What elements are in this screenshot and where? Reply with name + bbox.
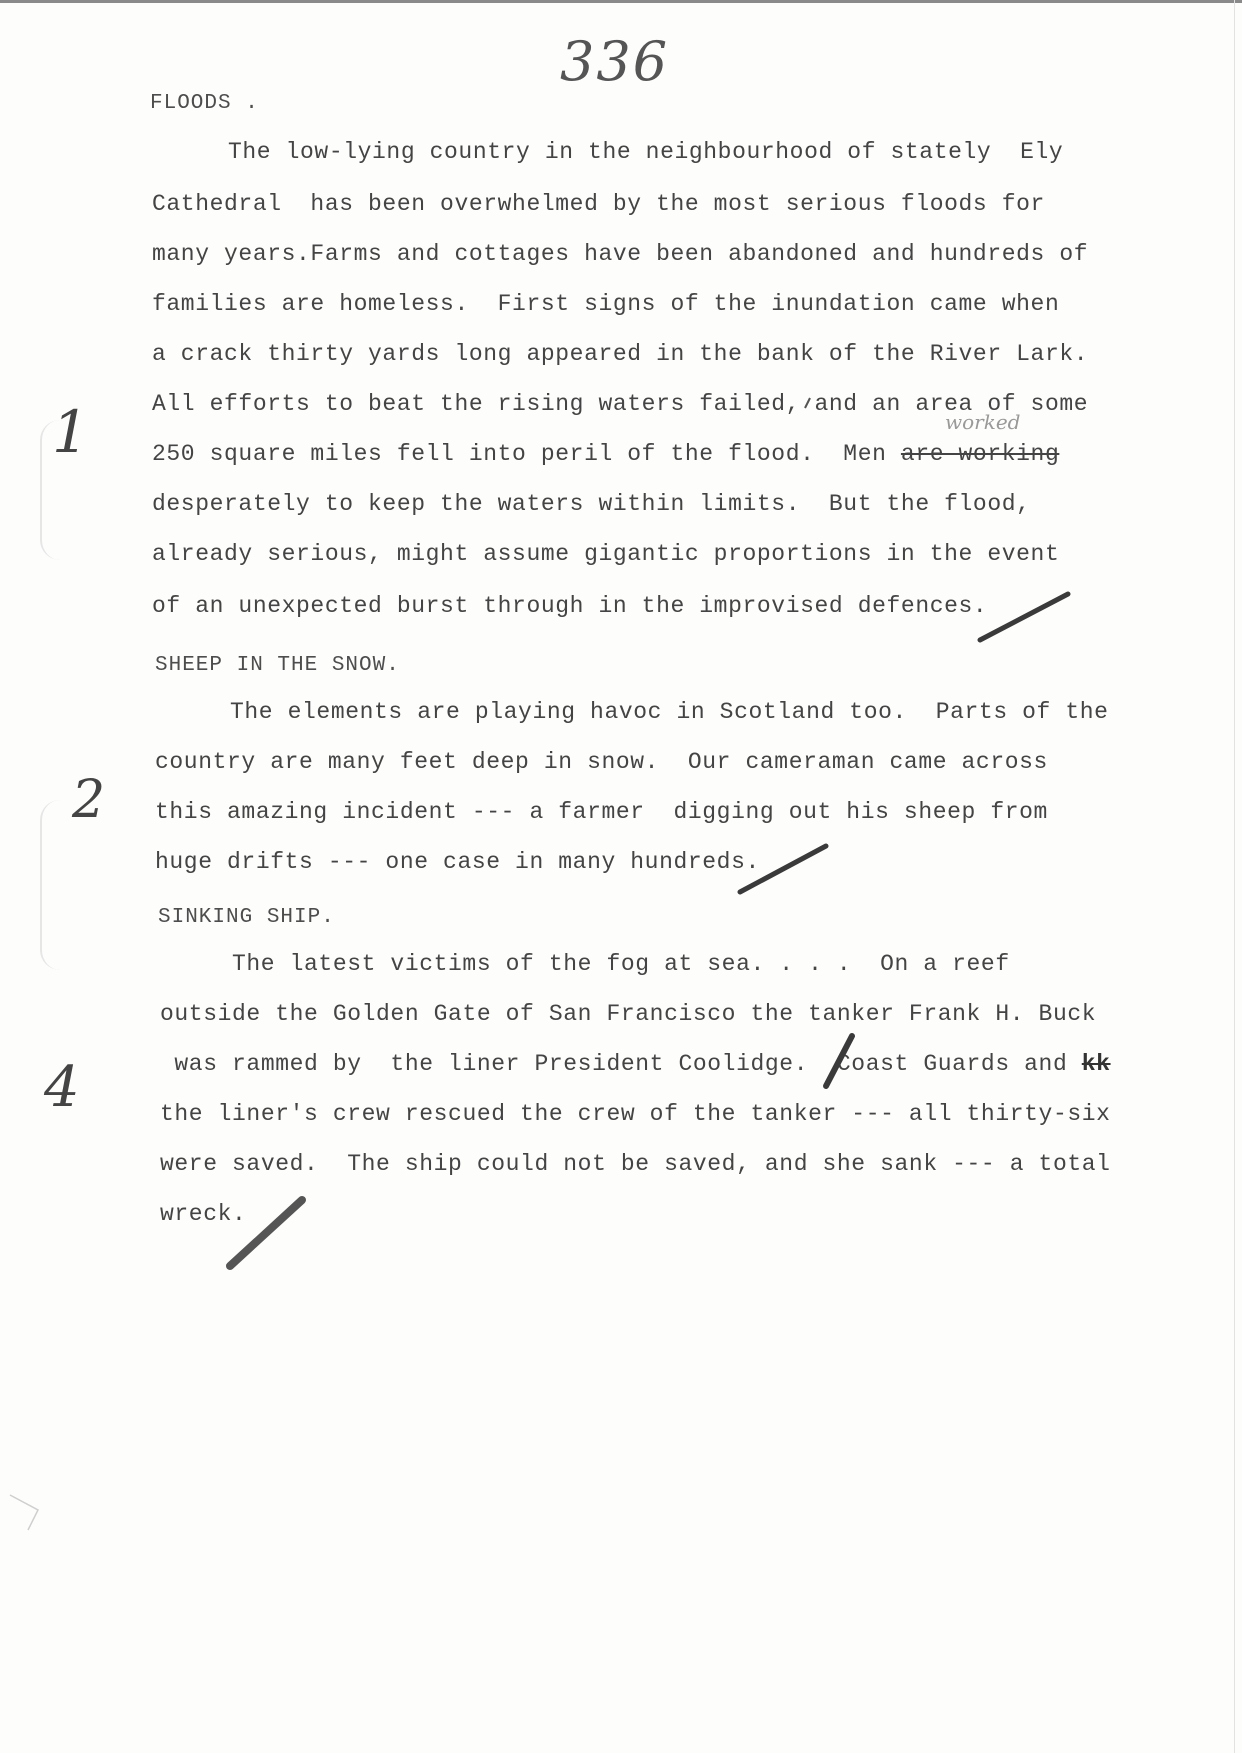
margin-number-1: 1 [52,398,89,466]
text-line: Cathedral has been overwhelmed by the most serious floods for [152,191,1045,217]
handwritten-insertion: worked [945,410,1021,434]
text-line: already serious, might assume gigantic proportions in the event [152,541,1060,567]
text-span: was rammed by the liner President Coolidge. Coast Guards and [160,1051,1082,1077]
pencil-slash [980,594,1068,640]
text-line: of an unexpected burst through in the improvised defences. [152,593,988,619]
text-line: outside the Golden Gate of San Francisco the tanker Frank H. Buck [160,1001,1097,1027]
struck-text: kk [1081,1051,1111,1077]
margin-number-4: 4 [44,1055,80,1120]
page-number: 336 [560,30,670,93]
text-line: The latest victims of the fog at sea. . . . On a reef [232,951,1010,977]
section-heading-floods: FLOODS . [150,92,259,115]
text-line: this amazing incident --- a farmer digging out his sheep from [155,799,1048,825]
section-heading-sheep: SHEEP IN THE SNOW. [155,654,400,677]
text-line: many years.Farms and cottages have been abandoned and hundreds of [152,241,1089,267]
struck-text: are working [900,441,1060,467]
section-heading-sinking-ship: SINKING SHIP. [158,906,335,929]
text-line: families are homeless. First signs of the inundation came when [152,291,1060,317]
text-line: desperately to keep the waters within limits. But the flood, [152,491,1031,517]
pencil-slash [740,846,826,892]
page-corner-fold [10,1495,38,1530]
text-line: huge drifts --- one case in many hundreds. [155,849,760,875]
pencil-slash [230,1200,302,1266]
pencil-tick [805,398,810,408]
text-line: the liner's crew rescued the crew of the tanker --- all thirty-six [160,1101,1111,1127]
text-line: were saved. The ship could not be saved, and she sank --- a total [160,1151,1111,1177]
text-line: a crack thirty yards long appeared in the bank of the River Lark. [152,341,1089,367]
text-line: The low-lying country in the neighbourhood of stately Ely [228,139,1064,165]
text-line: country are many feet deep in snow. Our cameraman came across [155,749,1048,775]
text-line: wreck. [160,1201,247,1227]
text-span: 250 square miles fell into peril of the flood. Men [152,441,901,467]
pencil-slash [826,1036,852,1086]
text-line: The elements are playing havoc in Scotland too. Parts of the [230,699,1109,725]
margin-number-2: 2 [72,770,106,830]
text-line: All efforts to beat the rising waters failed, and an area of some [152,391,1089,417]
